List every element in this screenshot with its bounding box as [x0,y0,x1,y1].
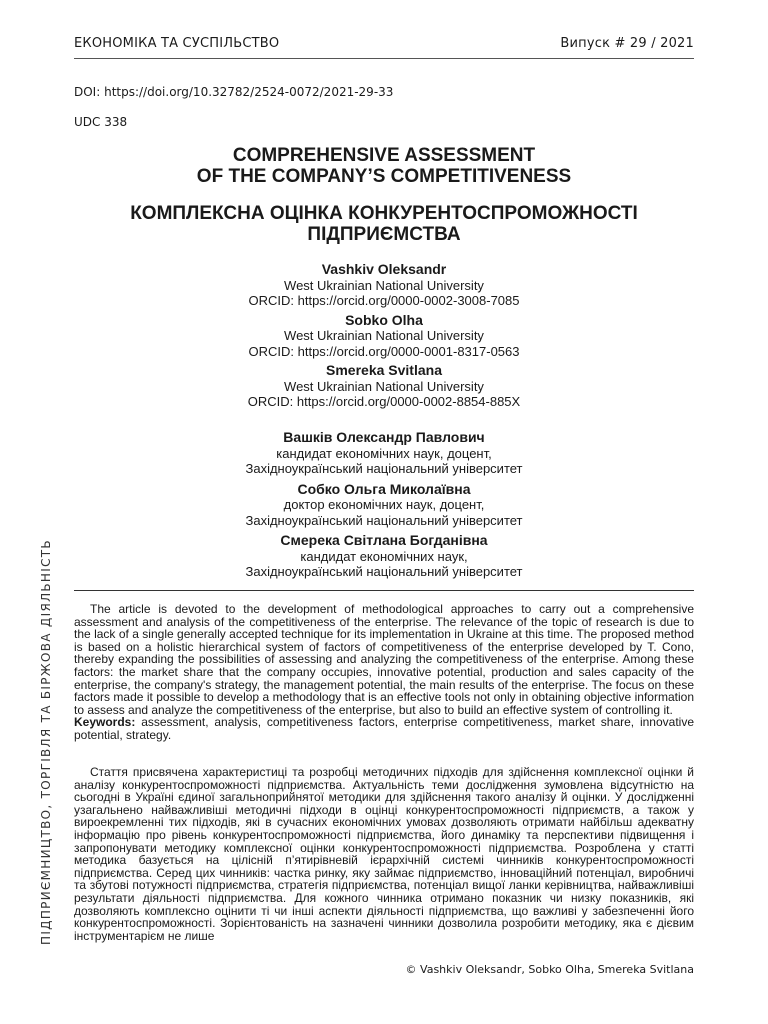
title-english [74,145,694,187]
title-ua-line: ПІДПРИЄМСТВА [307,224,461,245]
author-block [74,533,694,580]
author-degree: кандидат економічних наук, [300,548,468,564]
title-en-line: OF THE COMPANY’S COMPETITIVENESS [196,166,572,187]
issue-number: Випуск # 29 / 2021 [560,36,694,51]
authors-ukrainian [74,430,694,585]
author-affiliation: Західноукраїнський національний університет [245,461,523,476]
author-block [74,262,694,309]
author-affiliation: Західноукраїнський національний університет [245,512,523,528]
author-name: Sobko Olha [345,311,423,328]
author-name: Smereka Svitlana [326,362,442,378]
udc-code: UDC 338 [74,115,128,129]
journal-name: ЕКОНОМІКА ТА СУСПІЛЬСТВО [74,36,280,51]
author-degree: доктор економічних наук, доцент, [283,497,485,512]
abstract-english [74,603,694,742]
copyright-footer: © Vashkiv Oleksandr, Sobko Olha, Smereka Svitlana [405,963,694,976]
author-affiliation: Західноукраїнський національний університет [245,564,523,579]
author-affiliation: West Ukrainian National University [284,328,484,343]
title-en-line: COMPREHENSIVE ASSESSMENT [232,145,536,166]
author-orcid[interactable]: ORCID: https://orcid.org/0000-0001-8317-0563 [248,343,520,359]
author-block [74,313,694,360]
title-ukrainian [74,203,694,245]
abstract-ua-text: Стаття присвячена характеристиці та розробці методичних підходів для здійснення комплексної оцінки й аналізу конкурентоспроможності підприємства. Актуальність теми дослідження зумовлена відсутністю на сьогодні в Україні єдиної загальноприйнятої методики для здійснення такого аналізу й оцінки. У дослідженні узагальнено найважливіші методичні підходи в оцінці конкурентоспроможності підприємств, а також у вироекремленні тих підходів, які в сучасних економічних умовах дозволяють отримати найбільш адекватну інформацію про рівень конкурентоспроможності підприємства, його динаміку та перспективи підвищення і запропонувати методику комплексної оцінки конкурентоспроможності підприємства. Розроблена у статті методика базується на цілісній п’ятирівневій ієрархічній системі чинників конкурентоспроможності підприємства. Серед цих чинників: частка ринку, яку займає підприємство, інноваційний потенціал, виробничі та збутові потужності підприємства, стратегія підприємства, потенціал вищої ланки керівництва, найважливіші результати діяльності підприємства. Для кожного чинника отримано показник чи низку показників, які дозволяють комплексно оцінити ті чи інші аспекти діяльності підприємства, що важливі у забезпеченні його конкурентоспроможності. Зорієнтованість на зазначені чинники дозволила розробити методику, яка є дієвим інструментарієм не лише [74,765,694,943]
keywords-line [74,716,694,741]
author-orcid[interactable]: ORCID: https://orcid.org/0000-0002-8854-885X [247,394,521,409]
doi-link[interactable]: DOI: https://doi.org/10.32782/2524-0072/2021-29-33 [74,85,394,99]
keywords-label: Keywords: [74,715,136,730]
author-name: Собко Ольга Миколаївна [297,480,471,497]
abstract-en-text: The article is devoted to the development of methodological approaches to carry out a comprehensive assessment and analysis of the competitiveness of the enterprise. The relevance of the topic of research is due to the lack of a single generally accepted technique for its implementation in Ukraine at this time. The proposed method is based on a holistic hierarchical system of factors of competitiveness of the enterprise developed by T. Cono, thereby expanding the possibilities of assessing and analyzing the competitiveness of the enterprise. Among these factors: the market share that the company occupies, innovative potential, production and sales capacity of the enterprise, the company's strategy, the management potential, the main results of the enterprise. The focus on these factors made it possible to develop a methodology that is an effective tools not only in obtaining objective information to assess and analyze the competitiveness of the enterprise, but also to build an effective system of controlling it. [74,602,694,717]
section-side-label: ПІДПРИЄМНИЦТВО, ТОРГІВЛЯ ТА БІРЖОВА ДІЯЛЬНІСТЬ [39,539,53,945]
author-name: Vashkiv Oleksandr [321,261,447,277]
author-block [74,363,694,410]
author-name: Смерека Світлана Богданівна [280,532,488,548]
keywords-text: assessment, analysis, competitiveness factors, enterprise competitiveness, market share, innovative potential, strategy. [74,715,694,742]
author-orcid[interactable]: ORCID: https://orcid.org/0000-0002-3008-7085 [248,293,520,308]
author-degree: кандидат економічних наук, доцент, [276,445,492,461]
author-affiliation: West Ukrainian National University [284,277,484,293]
header-divider [74,58,694,59]
abstract-ukrainian [74,766,694,942]
section-divider [74,590,694,591]
running-header [74,36,694,56]
author-affiliation: West Ukrainian National University [284,378,484,394]
author-name: Вашків Олександр Павлович [283,429,485,445]
authors-english [74,262,694,414]
title-ua-line: КОМПЛЕКСНА ОЦІНКА КОНКУРЕНТОСПРОМОЖНОСТІ [130,203,638,224]
author-block [74,430,694,477]
author-block [74,482,694,529]
